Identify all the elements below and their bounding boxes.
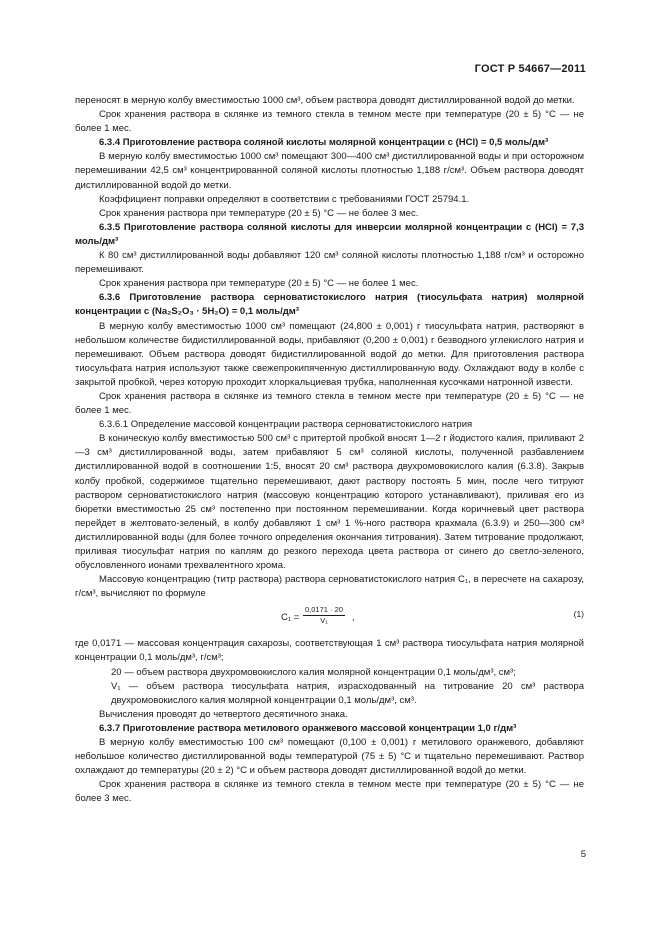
formula-numerator: 0,0171 · 20 bbox=[305, 605, 343, 615]
paragraph: В мерную колбу вместимостью 1000 см³ помещают 300—400 см³ дистиллированной воды и при осторожном перемешивании 42,5 см³ концентрированной соляной кислоты плотностью 1,188 г/см³. Объем раствора доводят дистиллированной водой до метки. bbox=[75, 151, 584, 191]
formula-fraction bbox=[303, 605, 345, 626]
paragraph: Срок хранения раствора в склянке из темного стекла в темном месте при температуре (20 ± 5) °С — не более 3 мес. bbox=[75, 779, 584, 805]
paragraph: переносят в мерную колбу вместимостью 1000 см³, объем раствора доводят дистиллированной водой до метки. bbox=[75, 95, 575, 106]
paragraph: Срок хранения раствора при температуре (20 ± 5) °С — не более 1 мес. bbox=[99, 278, 419, 290]
where-item: 20 — объем раствора двухромовокислого калия молярной концентрации 0,1 моль/дм³, см³; bbox=[111, 666, 516, 678]
paragraph: В мерную колбу вместимостью 100 см³ помещают (0,100 ± 0,001) г метилового оранжевого, добавляют небольшое количество дистиллированной воды температурой (75 ± 5) °С и тщательно перемешивают. Раствор охлаждают до температуры (20 ± 2) °С и объем раствора доводят дистиллированной водой до метки. bbox=[75, 737, 584, 777]
document-body bbox=[75, 94, 584, 807]
formula-number: (1) bbox=[573, 609, 584, 620]
section-heading-6-3-7: 6.3.7 Приготовление раствора метилового оранжевого массовой концентрации 1,0 г/дм³ bbox=[99, 722, 517, 734]
where-item: V₁ — объем раствора тиосульфата натрия, израсходованный на титрование 20 см³ раствора двухромовокислого калия молярной концентрации 0,1 моль/дм³, см³. bbox=[111, 680, 584, 706]
section-heading-6-3-6: 6.3.6 Приготовление раствора серноватистокислого натрия (тиосульфата натрия) молярной концентрации c (Na₂S₂O₃ · 5H₂O) = 0,1 моль/дм³ bbox=[75, 292, 584, 318]
paragraph: Срок хранения раствора при температуре (20 ± 5) °С — не более 3 мес. bbox=[99, 207, 419, 219]
paragraph: Коэффициент поправки определяют в соответствии с требованиями ГОСТ 25794.1. bbox=[99, 193, 470, 205]
section-heading-6-3-4: 6.3.4 Приготовление раствора соляной кислоты молярной концентрации c (HCl) = 0,5 моль/дм³ bbox=[99, 137, 549, 149]
paragraph: Вычисления проводят до четвертого десятичного знака. bbox=[99, 708, 348, 720]
paragraph: Массовую концентрацию (титр раствора) раствора серноватистокислого натрия C₁, в пересчете на сахарозу, г/см³, вычисляют по формуле bbox=[75, 574, 584, 600]
document-header: ГОСТ Р 54667—2011 bbox=[474, 63, 586, 75]
paragraph: К 80 см³ дистиллированной воды добавляют 120 см³ соляной кислоты плотностью 1,188 г/см³ и осторожно перемешивают. bbox=[75, 250, 584, 276]
section-heading-6-3-6-1: 6.3.6.1 Определение массовой концентрации раствора серноватистокислого натрия bbox=[99, 419, 473, 431]
paragraph: Срок хранения раствора в склянке из темного стекла в темном месте при температуре (20 ± 5) °С — не более 1 мес. bbox=[75, 390, 584, 417]
paragraph: Срок хранения раствора в склянке из темного стекла в темном месте при температуре (20 ± 5) °С — не более 1 мес. bbox=[75, 109, 584, 135]
formula-comma: , bbox=[352, 612, 355, 624]
page-number: 5 bbox=[580, 849, 586, 860]
paragraph: В мерную колбу вместимостью 1000 см³ помещают (24,800 ± 0,001) г тиосульфата натрия, растворяют в небольшом количестве бидистиллированной воды, прибавляют (0,200 ± 0,001) г безводного углекислого натрия и перемешивают. Объем раствора доводят бидистиллированной водой до метки. Для приготовления раствора тиосульфата натрия используют также свежепрокипяченную дистиллированную воду. Охлаждают воду в колбе с закрытой пробкой, через которую проходит хлоркальциевая трубка, наполненная кусочками натронной извести. bbox=[75, 320, 584, 388]
formula-denominator: V₁ bbox=[320, 616, 328, 626]
section-heading-6-3-5: 6.3.5 Приготовление раствора соляной кислоты для инверсии молярной концентрации c (HCl) = 7,3 моль/дм³ bbox=[75, 221, 584, 247]
where-item: где 0,0171 — массовая концентрация сахарозы, соответствующая 1 см³ раствора тиосульфата натрия молярной концентрации 0,1 моль/дм³, г/см³; bbox=[75, 638, 584, 664]
formula-lhs: C₁ = bbox=[281, 612, 300, 624]
paragraph: В коническую колбу вместимостью 500 см³ с притертой пробкой вносят 1—2 г йодистого калия, приливают 2—3 см³ дистиллированной воды, затем прибавляют 5 см³ соляной кислоты, полученной разбавлением дистиллированной водой в соотношении 1:5, вносят 20 см³ раствора двухромовокислого калия (6.3.8). Закрыв колбу пробкой, содержимое тщательно перемешивают, дают раствору постоять 5 мин, после чего титруют раствором серноватистокислого натрия (массовую концентрацию которого устанавливают), приливая его из бюретки вместимостью 25 см³ постепенно при постоянном перемешивании. Когда коричневый цвет раствора перейдет в желтовато-зеленый, в колбу добавляют 1 см³ 1 %-ного раствора крахмала (6.3.9) и 250—300 см³ дистиллированной воды (для более точного определения окончания титрования). Затем титрование продолжают, приливая тиосульфат натрия по каплям до резкого перехода цвета раствора от синего до светло-зеленого, обусловленного ионами трехвалентного хрома. bbox=[75, 433, 584, 572]
formula-1 bbox=[75, 603, 584, 633]
